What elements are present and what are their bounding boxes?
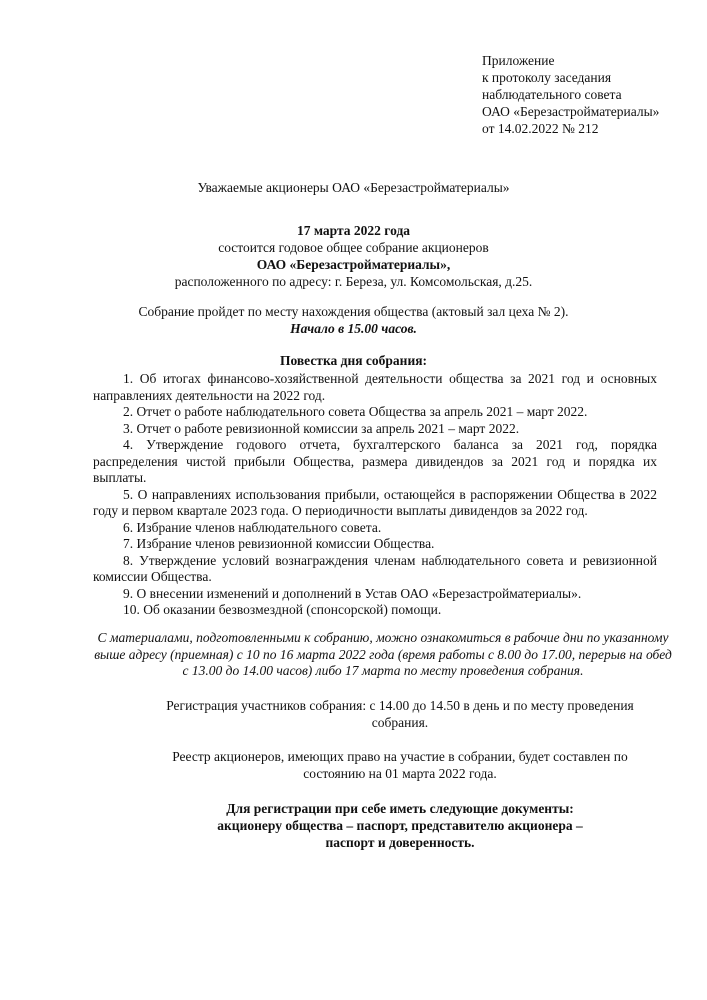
meeting-announcement xyxy=(0,222,707,290)
materials-notice: С материалами, подготовленными к собранию, можно ознакомиться в рабочие дни по указанному выше адресу (приемная) с 10 по 16 марта 2022 года (время работы с 8.00 до 17.00, перерыв на обед с 13.00 до 14.00 часов) либо 17 марта по месту проведения собрания. xyxy=(94,630,672,678)
documents-line: паспорт и доверенность. xyxy=(325,835,475,850)
venue-place: Собрание пройдет по месту нахождения общества (актовый зал цеха № 2). xyxy=(138,304,569,319)
agenda-title: Повестка дня собрания: xyxy=(279,353,428,368)
register-info: Реестр акционеров, имеющих право на участие в собрании, будет составлен по состоянию на 01 марта 2022 года. xyxy=(172,749,628,781)
greeting: Уважаемые акционеры ОАО «Березастройматериалы» xyxy=(197,180,510,195)
agenda-item: 10. Об оказании безвозмездной (спонсорской) помощи. xyxy=(123,602,442,617)
start-time: Начало в 15.00 часов. xyxy=(290,321,417,336)
agenda-item: 9. О внесении изменений и дополнений в Устав ОАО «Березастройматериалы». xyxy=(123,585,582,601)
registration-info: Регистрация участников собрания: с 14.00 до 14.50 в день и по месту проведения собрания. xyxy=(166,698,634,730)
meeting-line: состоится годовое общее собрание акционеров xyxy=(218,240,489,255)
agenda-item: 2. Отчет о работе наблюдательного совета Общества за апрель 2021 – март 2022. xyxy=(123,404,588,419)
annex-line: от 14.02.2022 № 212 xyxy=(482,121,599,136)
agenda-item: 4. Утверждение годового отчета, бухгалтерского баланса за 2021 год, порядка распределения чистой прибыли Общества, размера дивидендов за 2021 год и порядка их выплаты. xyxy=(93,437,657,485)
company-name: ОАО «Березастройматериалы», xyxy=(256,257,451,272)
annex-header xyxy=(482,52,659,137)
agenda-item: 8. Утверждение условий вознаграждения членам наблюдательного совета и ревизионной комиссии Общества. xyxy=(93,552,657,584)
company-address: расположенного по адресу: г. Береза, ул. Комсомольская, д.25. xyxy=(174,274,533,289)
venue-block xyxy=(0,303,707,337)
annex-line: Приложение xyxy=(482,53,555,68)
annex-line: к протоколу заседания xyxy=(482,70,612,85)
agenda-item: 5. О направлениях использования прибыли, остающейся в распоряжении Общества в 2022 году и первом квартале 2023 года. О периодичности выплаты дивидендов за 2022 год. xyxy=(93,486,657,518)
annex-line: ОАО «Березастройматериалы» xyxy=(482,104,660,119)
agenda-item: 7. Избрание членов ревизионной комиссии Общества. xyxy=(123,536,435,551)
meeting-date: 17 марта 2022 года xyxy=(296,223,411,238)
agenda-item: 1. Об итогах финансово-хозяйственной деятельности общества за 2021 год и основных направлениях деятельности на 2022 год. xyxy=(93,371,657,403)
agenda-item: 6. Избрание членов наблюдательного совета. xyxy=(123,519,382,535)
required-documents xyxy=(130,800,670,851)
annex-line: наблюдательного совета xyxy=(482,87,622,102)
documents-line: Для регистрации при себе иметь следующие документы: xyxy=(226,801,574,816)
documents-line: акционеру общества – паспорт, представителю акционера – xyxy=(217,818,583,833)
agenda-list xyxy=(93,371,657,619)
agenda-item: 3. Отчет о работе ревизионной комиссии за апрель 2021 – март 2022. xyxy=(123,420,520,436)
